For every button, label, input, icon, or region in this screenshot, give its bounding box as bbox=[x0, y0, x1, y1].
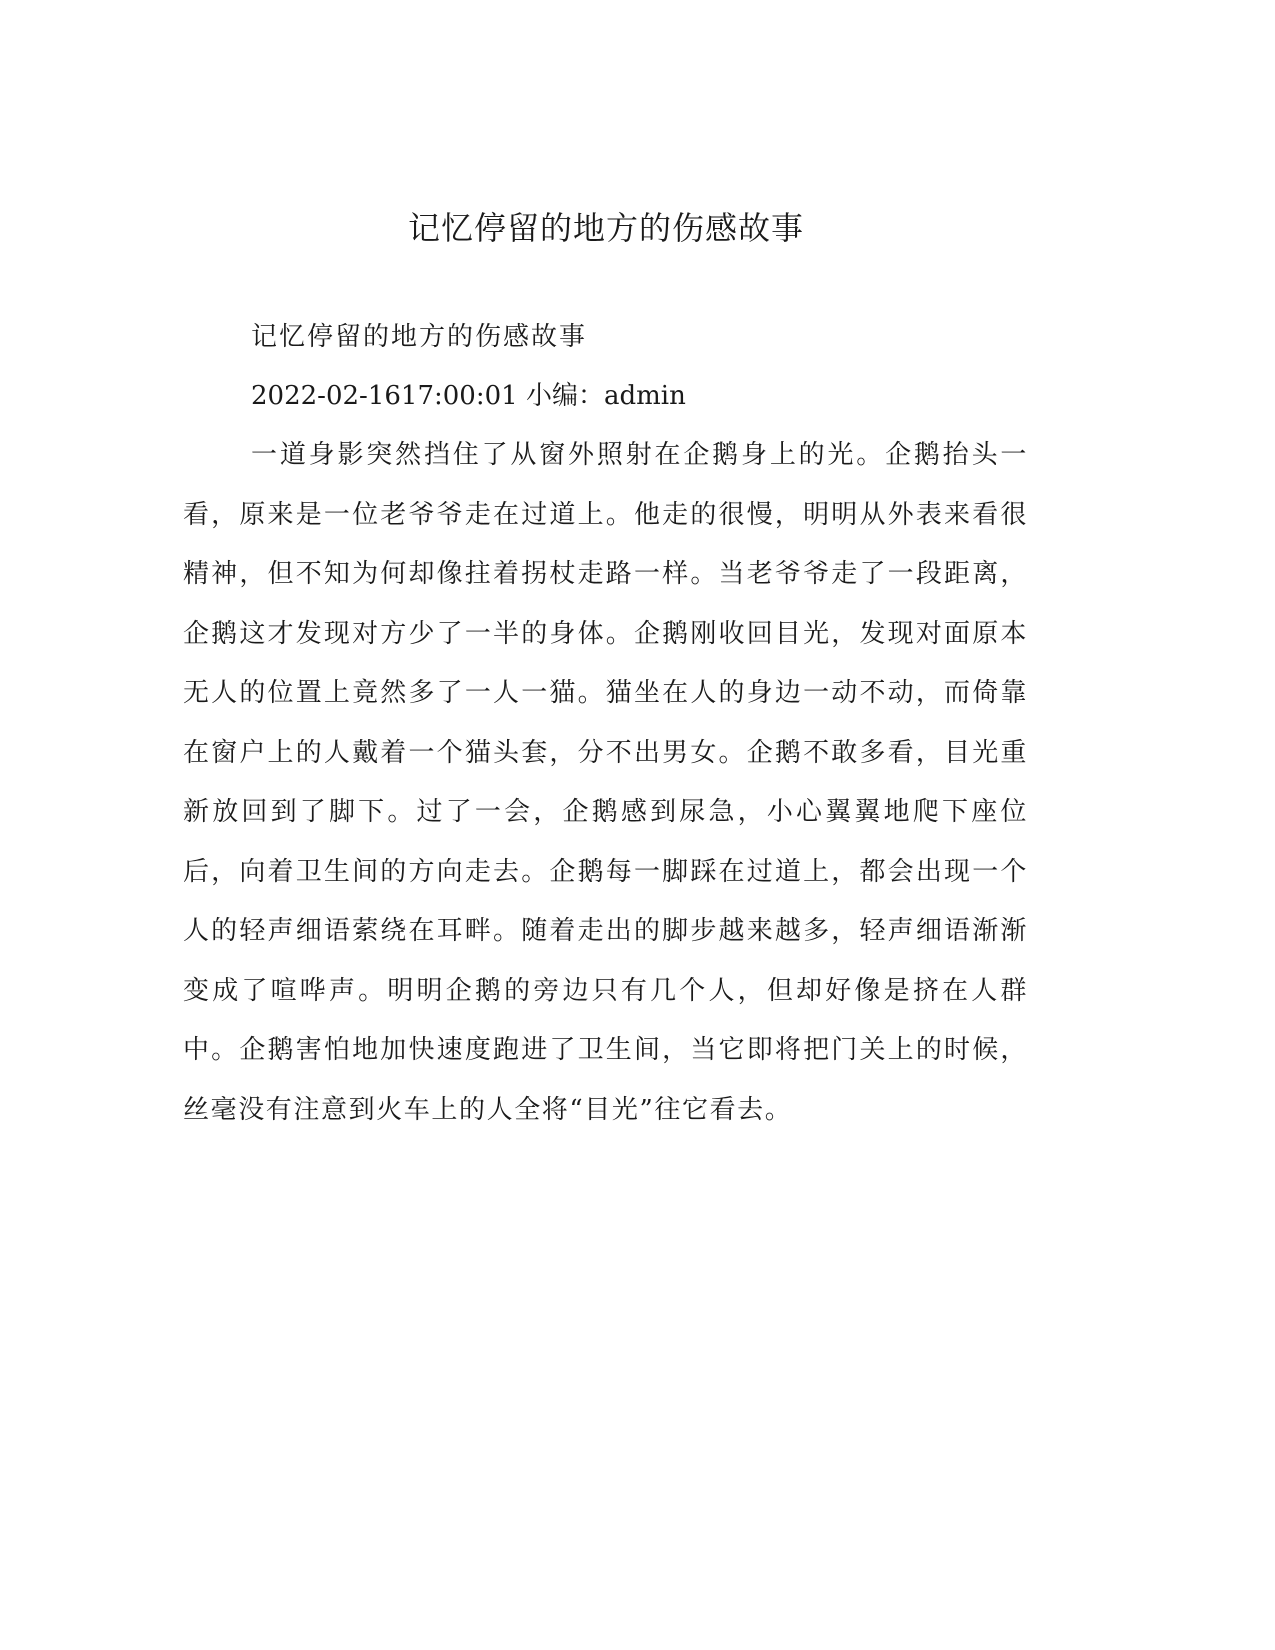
editor-name: admin bbox=[603, 381, 686, 411]
document-title: 记忆停留的地方的伤感故事 bbox=[407, 209, 804, 247]
publish-datetime: 2022-02-1617:00:01 bbox=[251, 381, 518, 411]
editor-label: 小编： bbox=[525, 381, 604, 411]
article-subtitle: 记忆停留的地方的伤感故事 bbox=[251, 322, 588, 352]
document-body bbox=[183, 318, 1028, 1140]
story-paragraph: 一道身影突然挡住了从窗外照射在企鹅身上的光。企鹅抬头一看，原来是一位老爷爷走在过道上。他走的很慢，明明从外表来看很精神，但不知为何却像拄着拐杖走路一样。当老爷爷走了一段距离，企鹅这才发现对方少了一半的身体。企鹅刚收回目光，发现对面原本无人的位置上竟然多了一人一猫。猫坐在人的身边一动不动，而倚靠在窗户上的人戴着一个猫头套，分不出男女。企鹅不敢多看，目光重新放回到了脚下。过了一会，企鹅感到尿急，小心翼翼地爬下座位后，向着卫生间的方向走去。企鹅每一脚踩在过道上，都会出现一个人的轻声细语萦绕在耳畔。随着走出的脚步越来越多，轻声细语渐渐变成了喧哗声。明明企鹅的旁边只有几个人，但却好像是挤在人群中。企鹅害怕地加快速度跑进了卫生间，当它即将把门关上的时候，丝毫没有注意到火车上的人全将“目光”往它看去。 bbox=[183, 440, 1028, 1125]
